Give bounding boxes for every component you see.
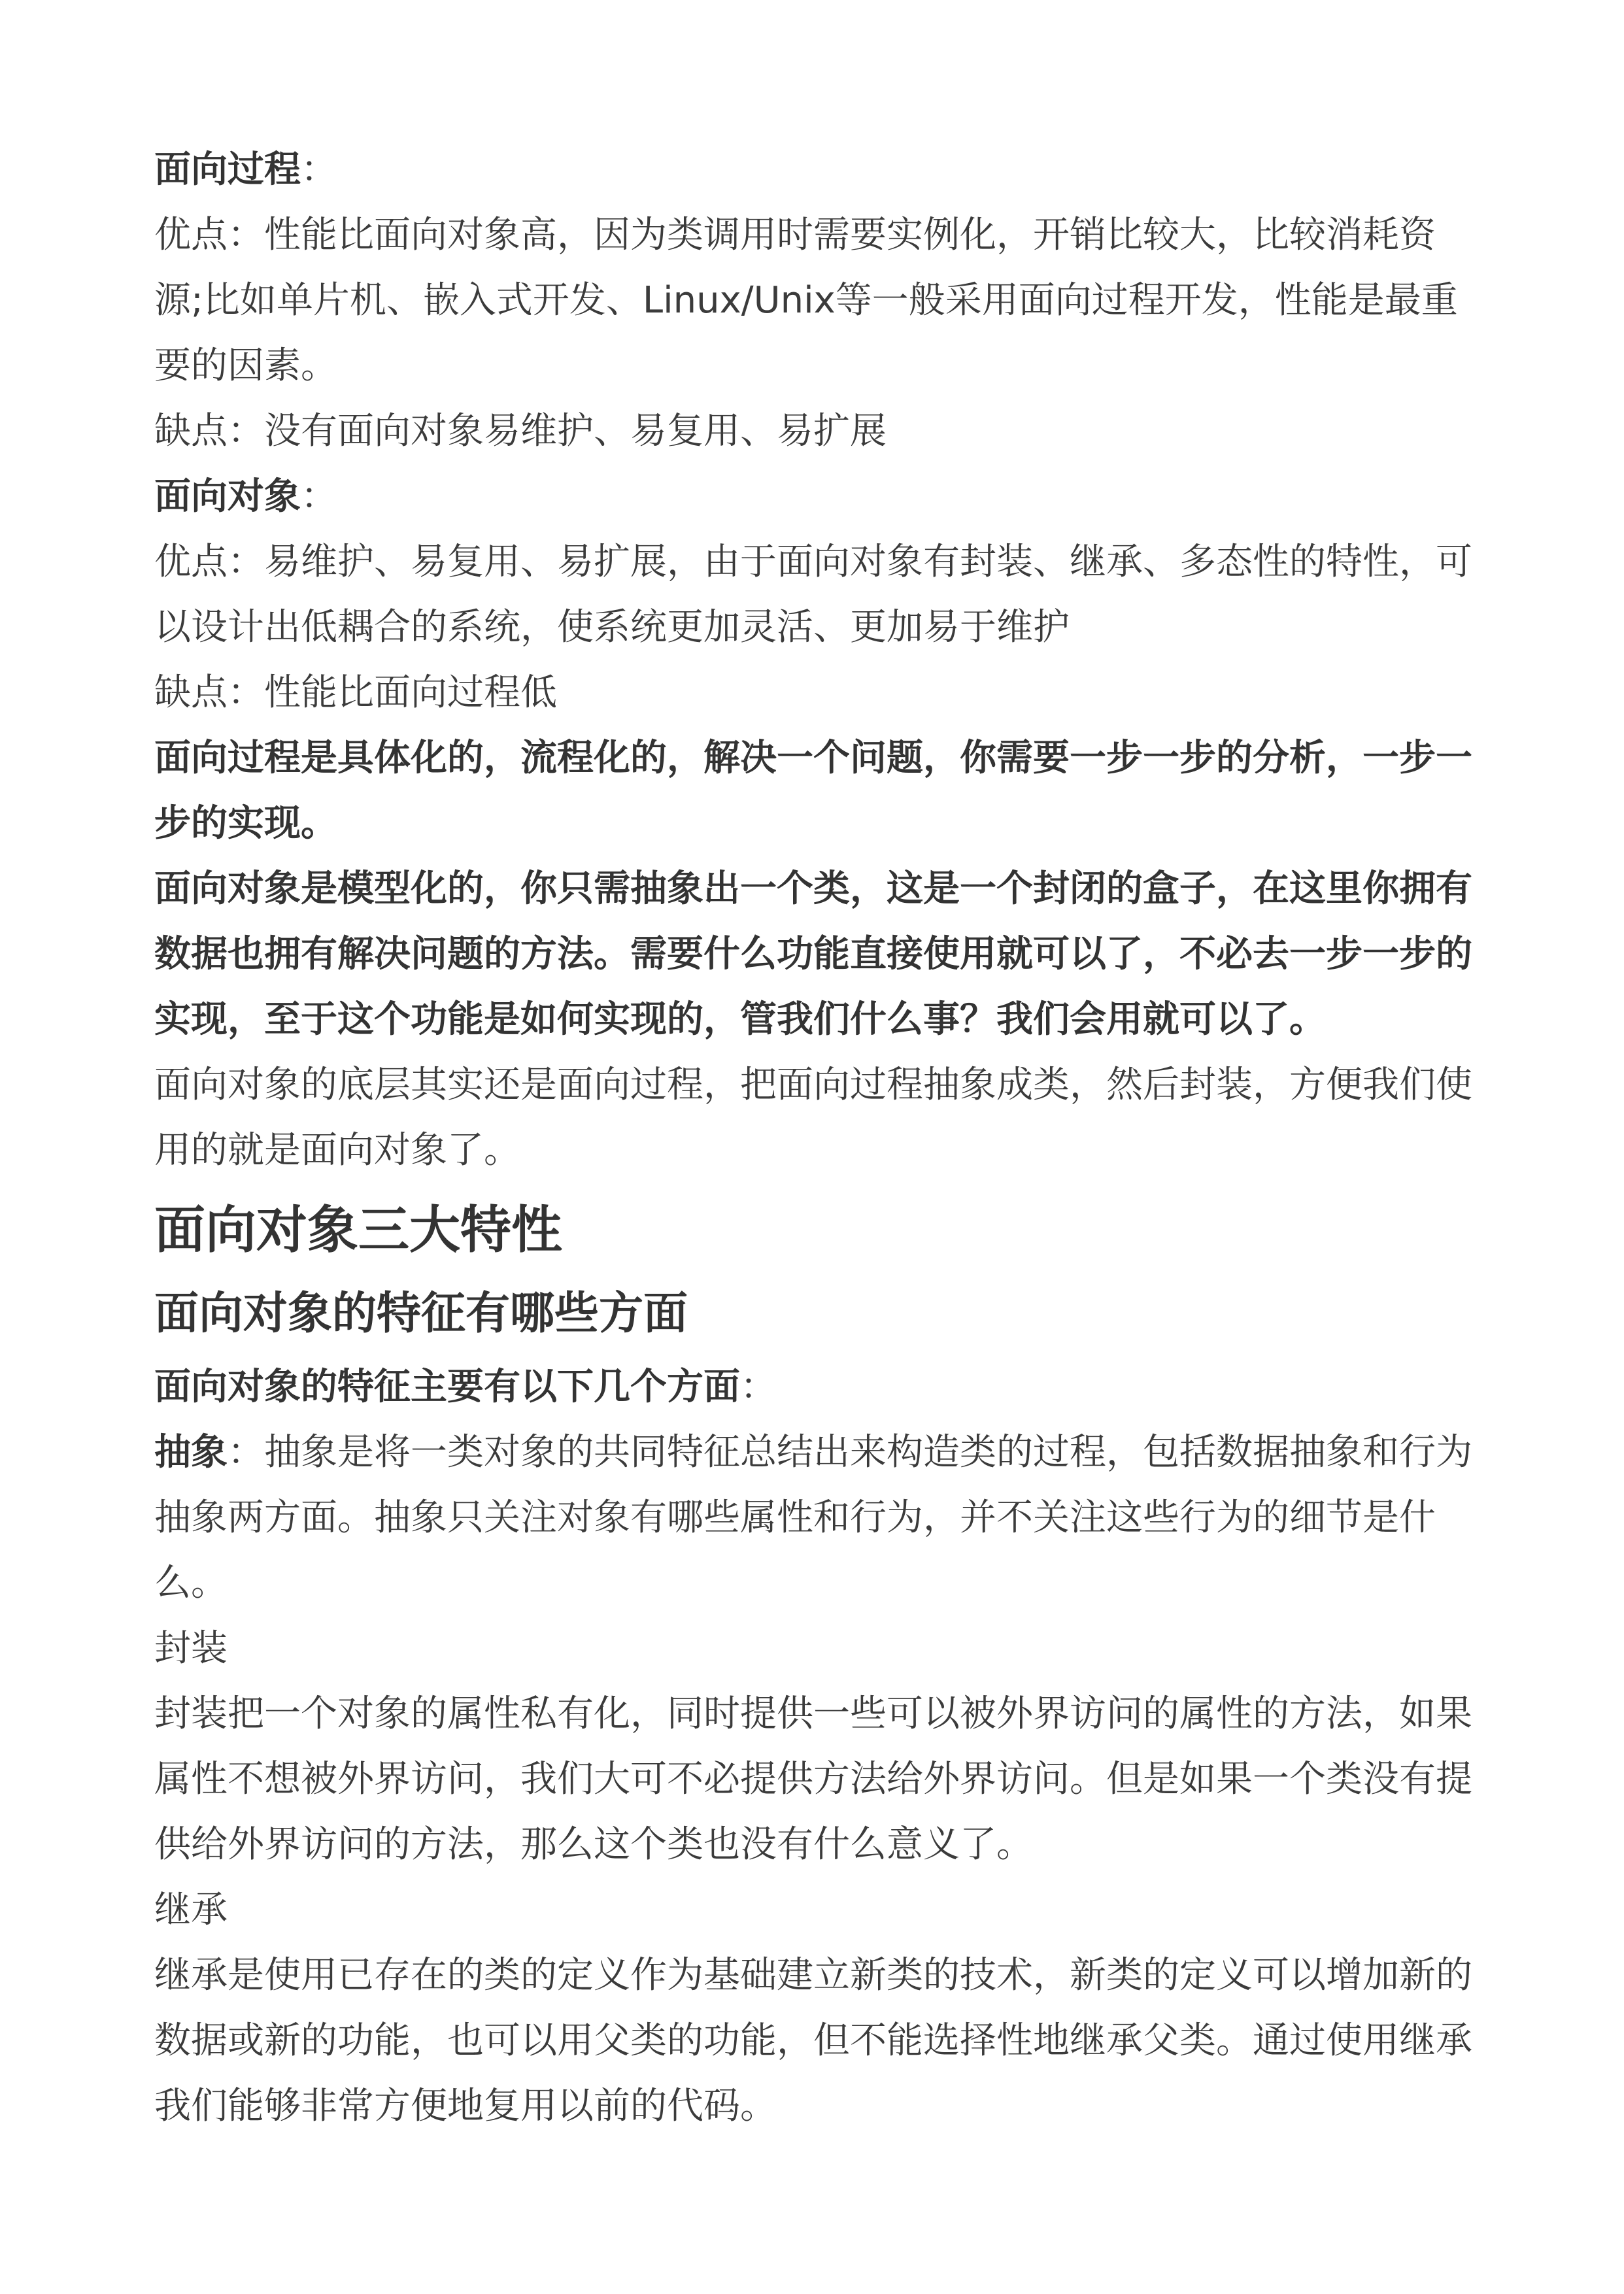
document-page	[154, 137, 1481, 2139]
inheritance-text: 继承是使用已存在的类的定义作为基础建立新类的技术，新类的定义可以增加新的数据或新的功能，也可以用父类的功能，但不能选择性地继承父类。通过使用继承我们能够非常方便地复用以前的代码。	[154, 1954, 1472, 2127]
encapsulation-label: 封装	[154, 1627, 228, 1670]
oo-heading: 面向对象	[154, 475, 301, 518]
features-intro-line	[154, 1355, 1481, 1420]
procedural-heading-colon: ：	[301, 148, 337, 191]
features-title: 面向对象三大特性	[154, 1201, 563, 1260]
features-intro-colon: ：	[740, 1366, 777, 1408]
procedural-pros: 优点：性能比面向对象高，因为类调用时需要实例化，开销比较大，比较消耗资源;比如单片机、嵌入式开发、Linux/Unix等一般采用面向过程开发，性能是最重要的因素。	[154, 214, 1458, 387]
oo-cons: 缺点：性能比面向过程低	[154, 671, 557, 714]
encapsulation-text: 封装把一个对象的属性私有化，同时提供一些可以被外界访问的属性的方法，如果属性不想被外界访问，我们大可不必提供方法给外界访问。但是如果一个类没有提供给外界访问的方法，那么这个类也没有什么意义了。	[154, 1693, 1472, 1866]
abstraction-paragraph	[154, 1420, 1481, 1616]
procedural-heading-line	[154, 137, 1481, 203]
oo-summary: 面向对象是模型化的，你只需抽象出一个类，这是一个封闭的盒子，在这里你拥有数据也拥有解决问题的方法。需要什么功能直接使用就可以了，不必去一步一步的实现，至于这个功能是如何实现的，管我们什么事？我们会用就可以了。	[154, 868, 1472, 1041]
features-intro: 面向对象的特征主要有以下几个方面	[154, 1366, 740, 1408]
abstraction-text: ：抽象是将一类对象的共同特征总结出来构造类的过程，包括数据抽象和行为抽象两方面。抽象只关注对象有哪些属性和行为，并不关注这些行为的细节是什么。	[154, 1431, 1472, 1604]
oo-heading-colon: ：	[301, 475, 337, 518]
abstraction-label: 抽象	[154, 1431, 228, 1474]
inheritance-label: 继承	[154, 1889, 228, 1931]
features-subtitle: 面向对象的特征有哪些方面	[154, 1288, 688, 1340]
oo-heading-line	[154, 464, 1481, 530]
procedural-summary: 面向过程是具体化的，流程化的，解决一个问题，你需要一步一步的分析，一步一步的实现。	[154, 737, 1472, 845]
oo-pros: 优点：易维护、易复用、易扩展，由于面向对象有封装、继承、多态性的特性，可以设计出低耦合的系统，使系统更加灵活、更加易于维护	[154, 541, 1472, 649]
procedural-heading: 面向过程	[154, 148, 301, 191]
procedural-cons: 缺点：没有面向对象易维护、易复用、易扩展	[154, 410, 887, 452]
relation-paragraph: 面向对象的底层其实还是面向过程，把面向过程抽象成类，然后封装，方便我们使用的就是面向对象了。	[154, 1064, 1472, 1172]
